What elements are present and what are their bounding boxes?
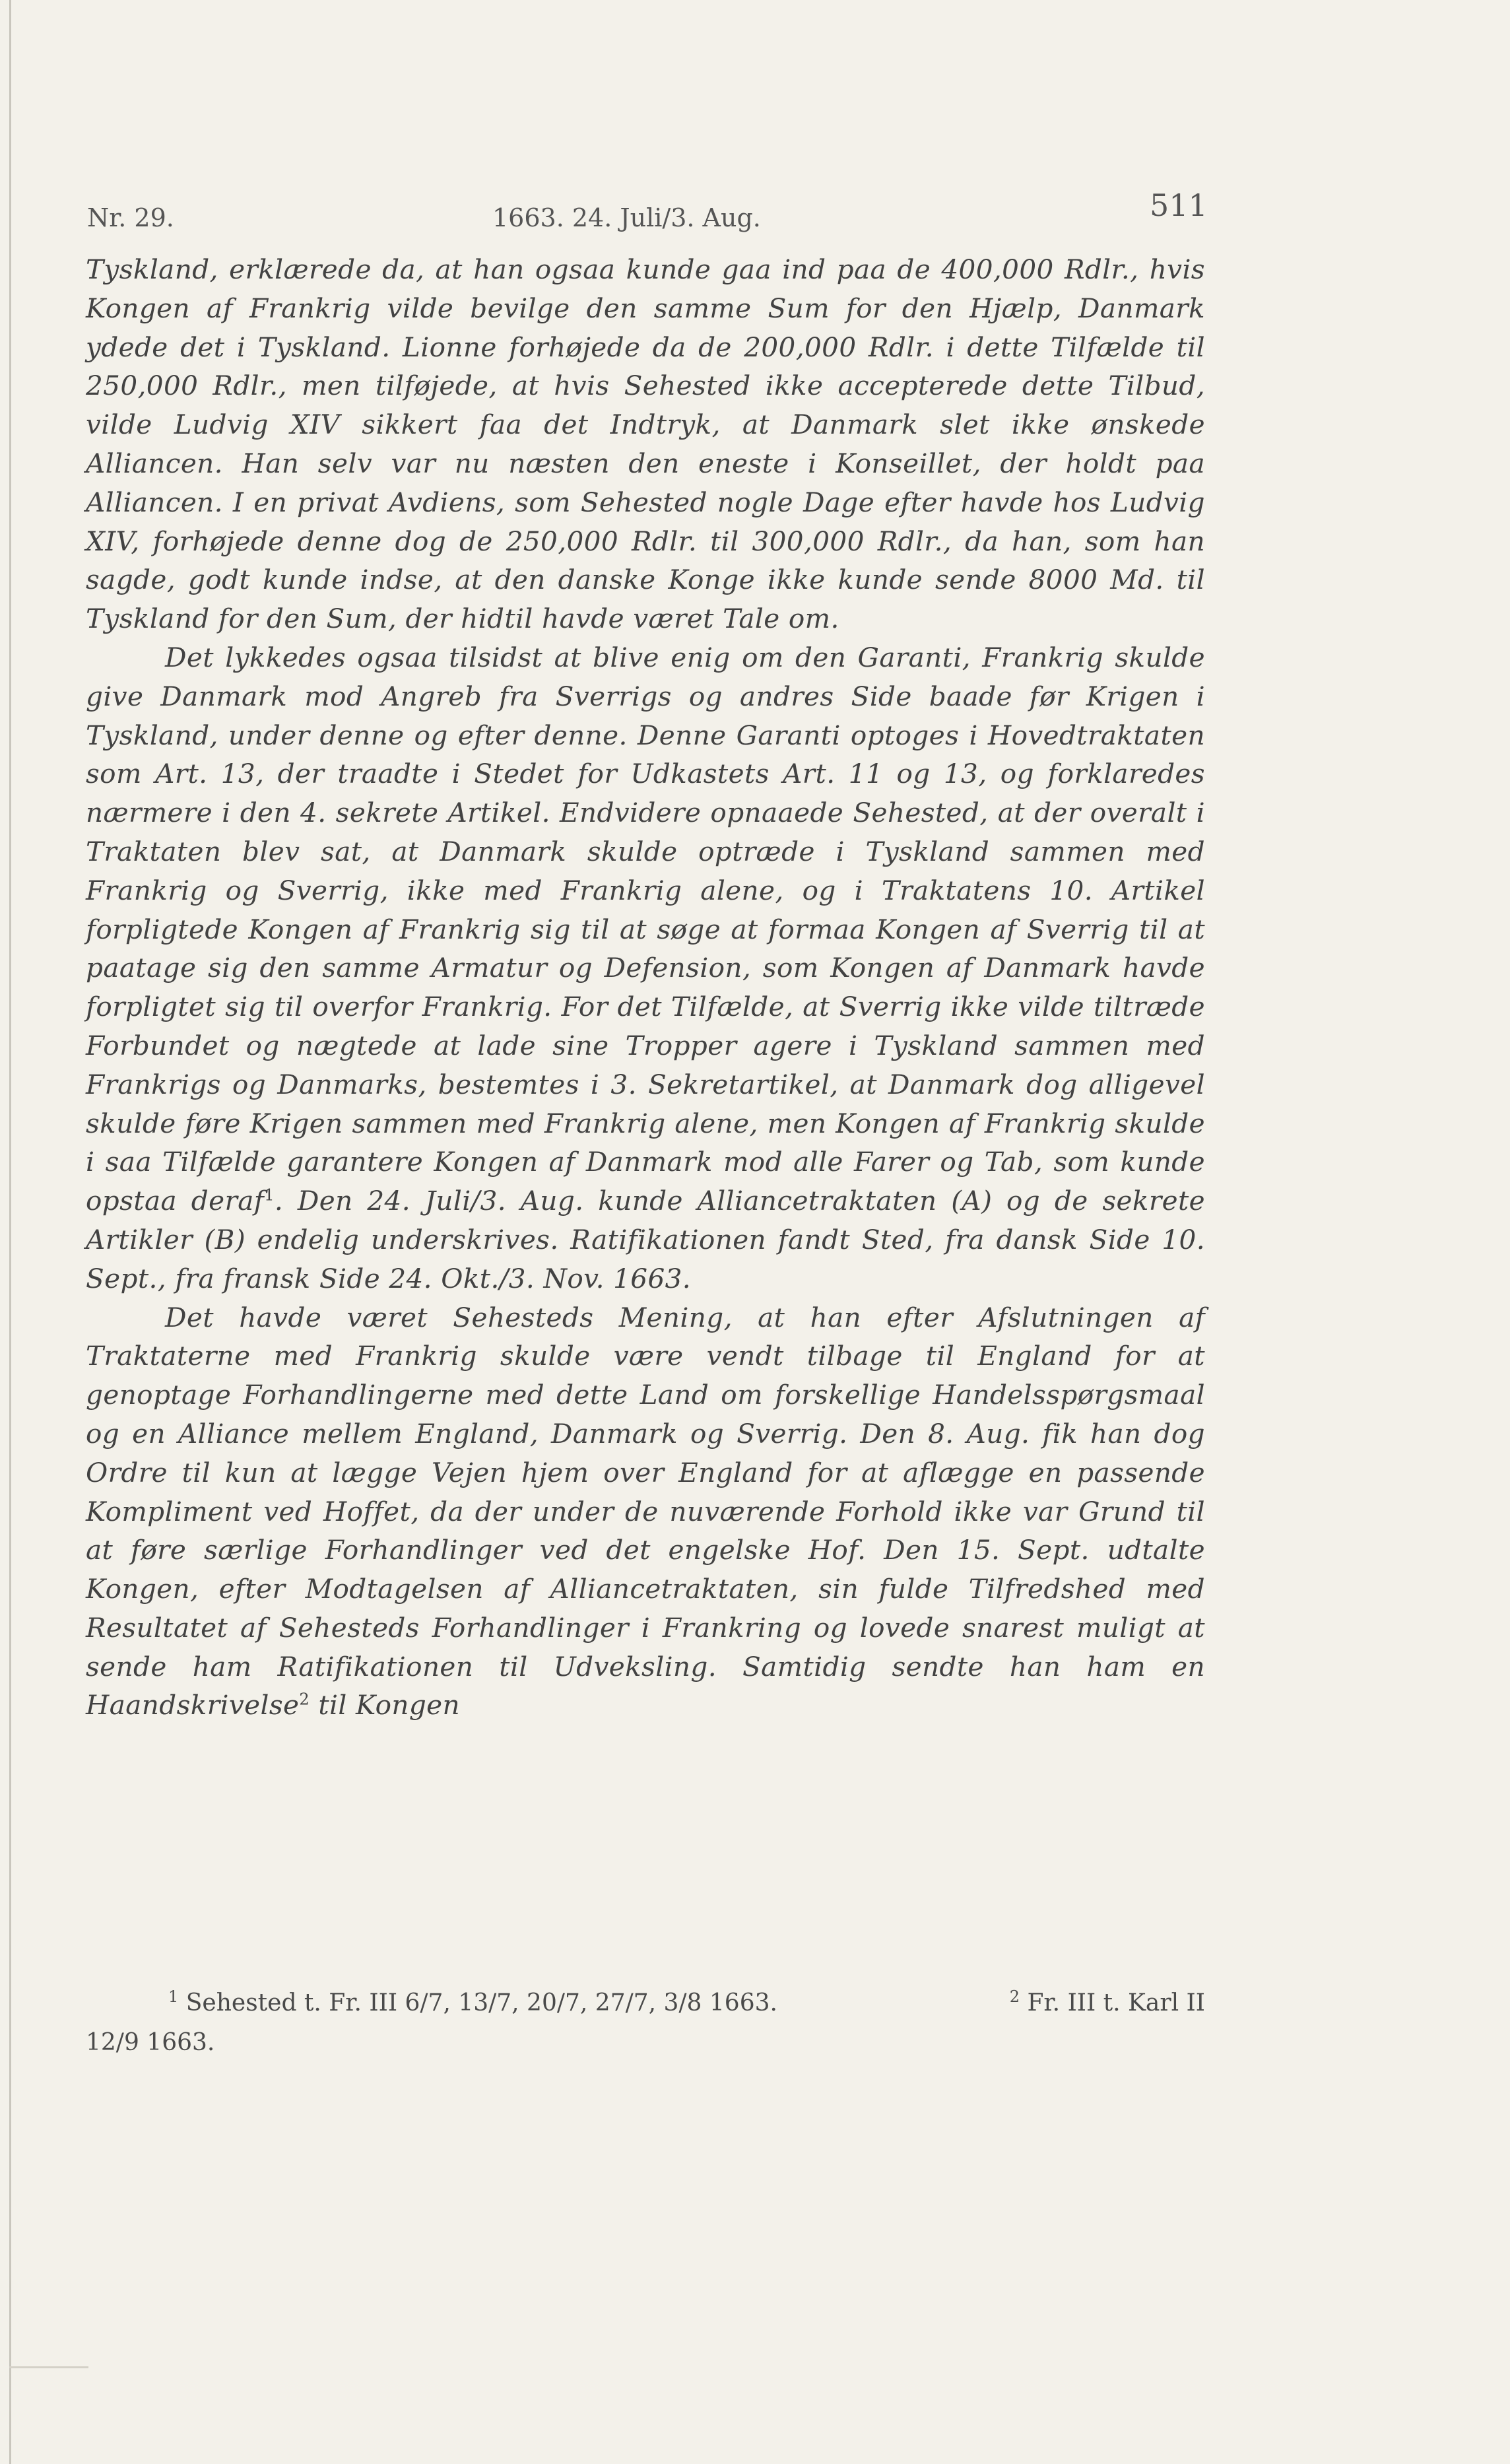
paragraph-text: . Den 24. Juli/3. Aug. kunde Alliancetraktaten (A) og de sekrete Artikler (B) endelig underskrives. Ratifikationen fandt Sted, fra dansk Side 10. Sept., fra fransk Side 24. Okt./3. Nov. 1663. xyxy=(86,1185,1205,1294)
page-number: 511 xyxy=(1150,187,1208,223)
page-binding-mark xyxy=(9,2366,88,2368)
footnote-ref-1[interactable]: 1 xyxy=(264,1185,275,1205)
footnote-1-text: Sehested t. Fr. III 6/7, 13/7, 20/7, 27/7, 3/8 1663. xyxy=(185,1989,777,2016)
footnote-ref-2[interactable]: 2 xyxy=(299,1690,310,1709)
paragraph-text: Det lykkedes ogsaa tilsidst at blive enig om den Garanti, Frankrig skulde give Danmark mod Angreb fra Sverrigs og andres Side baade før Krigen i Tyskland, under denne og efter denne. Denne Garanti optoges i Hovedtraktaten som Art. 13, der traadte i Stedet for Udkastets Art. 11 og 13, og forklaredes nærmere i den 4. sekrete Artikel. Endvidere opnaaede Sehested, at der overalt i Traktaten blev sat, at Danmark skulde optræde i Tyskland sammen med Frankrig og Sverrig, ikke med Frankrig alene, og i Traktatens 10. Artikel forpligtede Kongen af Frankrig sig til at søge at formaa Kongen af Sverrig til at paatage sig den samme Armatur og Defension, som Kongen af Danmark havde forpligtet sig til overfor Frankrig. For det Tilfælde, at Sverrig ikke vilde tiltræde Forbundet og nægtede at lade sine Tropper agere i Tyskland sammen med Frankrigs og Danmarks, bestemtes i 3. Sekretartikel, at Danmark dog alligevel skulde føre Krigen sammen med Frankrig alene, men Kongen af Frankrig skulde i saa Tilfælde garantere Kongen af Danmark mod alle Farer og Tab, som kunde opstaa deraf xyxy=(86,641,1205,1217)
footnote-1 xyxy=(168,1983,777,2023)
paragraph-text: til Kongen xyxy=(310,1689,461,1721)
paragraph-text: Det havde været Sehesteds Mening, at han efter Afslutningen af Traktaterne med Frankrig skulde være vendt tilbage til England for at genoptage Forhandlingerne med dette Land om forskellige Handelsspørgsmaal og en Alliance mellem England, Danmark og Sverrig. Den 8. Aug. fik han dog Ordre til kun at lægge Vejen hjem over England for at aflægge en passende Kompliment ved Hoffet, da der under de nuværende Forhold ikke var Grund til at føre særlige Forhandlinger ved det engelske Hof. Den 15. Sept. udtalte Kongen, efter Modtagelsen af Alliancetraktaten, sin fulde Tilfredshed med Resultatet af Sehesteds Forhandlinger i Frankring og lovede snarest muligt at sende ham Ratifikationen til Udveksling. Samtidig sendte han ham en Haandskrivelse xyxy=(86,1301,1205,1721)
paragraph xyxy=(86,638,1205,1298)
footnote-2-continuation: 12/9 1663. xyxy=(86,2029,215,2056)
footnote-marker-2: 2 xyxy=(1009,1987,1020,2006)
footnotes xyxy=(86,1983,1205,2063)
footnote-marker-1: 1 xyxy=(168,1987,179,2006)
paragraph xyxy=(86,1298,1205,1725)
page-binding-edge xyxy=(9,0,11,2464)
footnote-2 xyxy=(1010,1983,1205,2023)
header-date: 1663. 24. Juli/3. Aug. xyxy=(492,203,761,232)
footnote-line xyxy=(86,1983,1205,2023)
running-header xyxy=(86,180,1208,232)
body-text xyxy=(86,250,1205,1725)
paragraph xyxy=(86,250,1205,638)
footnote-2-text: Fr. III t. Karl II xyxy=(1027,1989,1205,2016)
document-number: Nr. 29. xyxy=(87,203,174,232)
document-page xyxy=(86,180,1208,1725)
paragraph-text: Tyskland, erklærede da, at han ogsaa kunde gaa ind paa de 400,000 Rdlr., hvis Kongen af Frankrig vilde bevilge den samme Sum for den Hjælp, Danmark ydede det i Tyskland. Lionne forhøjede da de 200,000 Rdlr. i dette Tilfælde til 250,000 Rdlr., men tilføjede, at hvis Sehested ikke accepterede dette Tilbud, vilde Ludvig XIV sikkert faa det Indtryk, at Danmark slet ikke ønskede Alliancen. Han selv var nu næsten den eneste i Konseillet, der holdt paa Alliancen. I en privat Avdiens, som Sehested nogle Dage efter havde hos Ludvig XIV, forhøjede denne dog de 250,000 Rdlr. til 300,000 Rdlr., da han, som han sagde, godt kunde indse, at den danske Konge ikke kunde sende 8000 Md. til Tyskland for den Sum, der hidtil havde været Tale om. xyxy=(86,253,1205,635)
